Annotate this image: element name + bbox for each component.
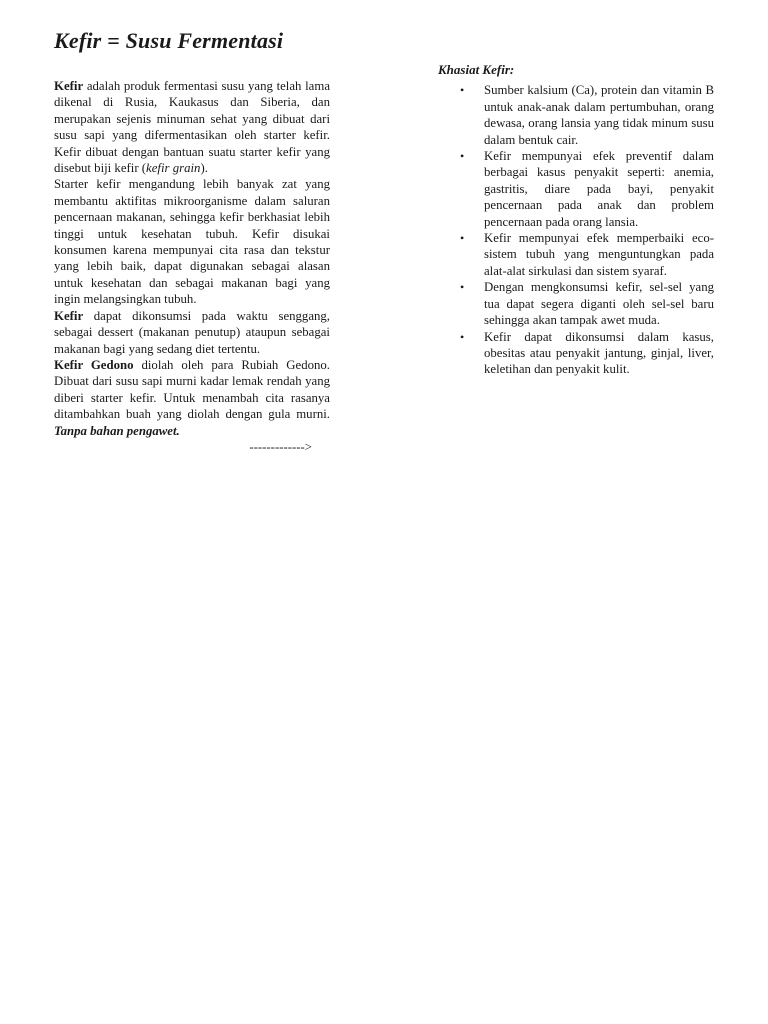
gedono-paragraph: [54, 357, 330, 439]
kefir-grain-term: kefir grain: [146, 161, 201, 176]
keyword-kefir-2: Kefir: [54, 308, 84, 323]
consumption-paragraph: [54, 308, 330, 357]
list-item-text: Kefir mempunyai efek memperbaiki eco-sistem tubuh yang menguntungkan pada alat-alat sirkulasi dan sistem syaraf.: [484, 231, 714, 278]
list-item-text: Dengan mengkonsumsi kefir, sel-sel yang tua dapat segera diganti oleh sel-sel baru sehingga akan tampak awet muda.: [484, 280, 714, 328]
benefits-list: [438, 82, 714, 377]
consumption-text: dapat dikonsumsi pada waktu senggang, sebagai dessert (makanan penutup) ataupun sebagai makanan bagi yang sedang diet tertentu.: [54, 308, 330, 356]
list-item: [460, 329, 714, 378]
starter-paragraph: Starter kefir mengandung lebih banyak zat yang membantu aktifitas mikroorganisme dalam saluran pencernaan makanan, sehingga kefir berkhasiat lebih tinggi untuk kesehatan tubuh. Kefir disukai konsumen karena mempunyai cita rasa dan tekstur yang lebih baik, dapat digunakan sebagai alasan untuk kesehatan dan sebagai makanan bagi yang ingin melangsingkan tubuh.: [54, 177, 330, 307]
gedono-text: diolah oleh para Rubiah Gedono. Dibuat dari susu sapi murni kadar lemak rendah yang diberi starter kefir. Untuk menambah cita rasanya ditambahkan buah yang diolah dengan gula murni.: [54, 357, 330, 422]
keyword-kefir-gedono: Kefir Gedono: [54, 357, 134, 372]
bullet-icon: •: [460, 149, 465, 164]
list-item: [460, 230, 714, 279]
list-item-text: Sumber kalsium (Ca), protein dan vitamin B untuk anak-anak dalam pertumbuhan, orang dewasa, orang lansia yang tidak minum susu dalam bentuk cair.: [484, 83, 714, 147]
benefits-column: [438, 62, 714, 378]
benefits-heading: Khasiat Kefir:: [438, 62, 515, 77]
bullet-icon: •: [460, 329, 465, 344]
intro-text: adalah produk fermentasi susu yang telah lama dikenal di Rusia, Kaukasus dan Siberia, dan merupakan sejenis minuman sehat yang dibuat dari susu sapi yang difermentasikan oleh starter kefir. Kefir dibuat dengan bantuan suatu starter kefir yang disebut biji kefir (: [54, 79, 330, 176]
page-title: Kefir = Susu Fermentasi: [54, 28, 284, 53]
list-item-text: Kefir dapat dikonsumsi dalam kasus, obesitas atau penyakit jantung, ginjal, liver, keletihan dan penyakit kulit.: [484, 329, 714, 377]
bullet-icon: •: [460, 83, 465, 98]
bullet-icon: •: [460, 231, 465, 246]
intro-text-end: ).: [200, 161, 208, 176]
intro-column: [54, 78, 330, 455]
bullet-icon: •: [460, 280, 465, 295]
keyword-kefir: Kefir: [54, 79, 84, 93]
continue-arrow: ------------->: [249, 439, 312, 454]
list-item: [460, 279, 714, 328]
list-item: [460, 82, 714, 148]
no-preservative-note: Tanpa bahan pengawet.: [54, 423, 180, 438]
list-item: [460, 148, 714, 230]
intro-paragraph: [54, 78, 330, 176]
list-item-text: Kefir mempunyai efek preventif dalam berbagai kasus penyakit seperti: anemia, gastritis, diare pada bayi, penyakit pencernaan pada anak dan problem pencernaan pada orang lansia.: [484, 149, 714, 229]
